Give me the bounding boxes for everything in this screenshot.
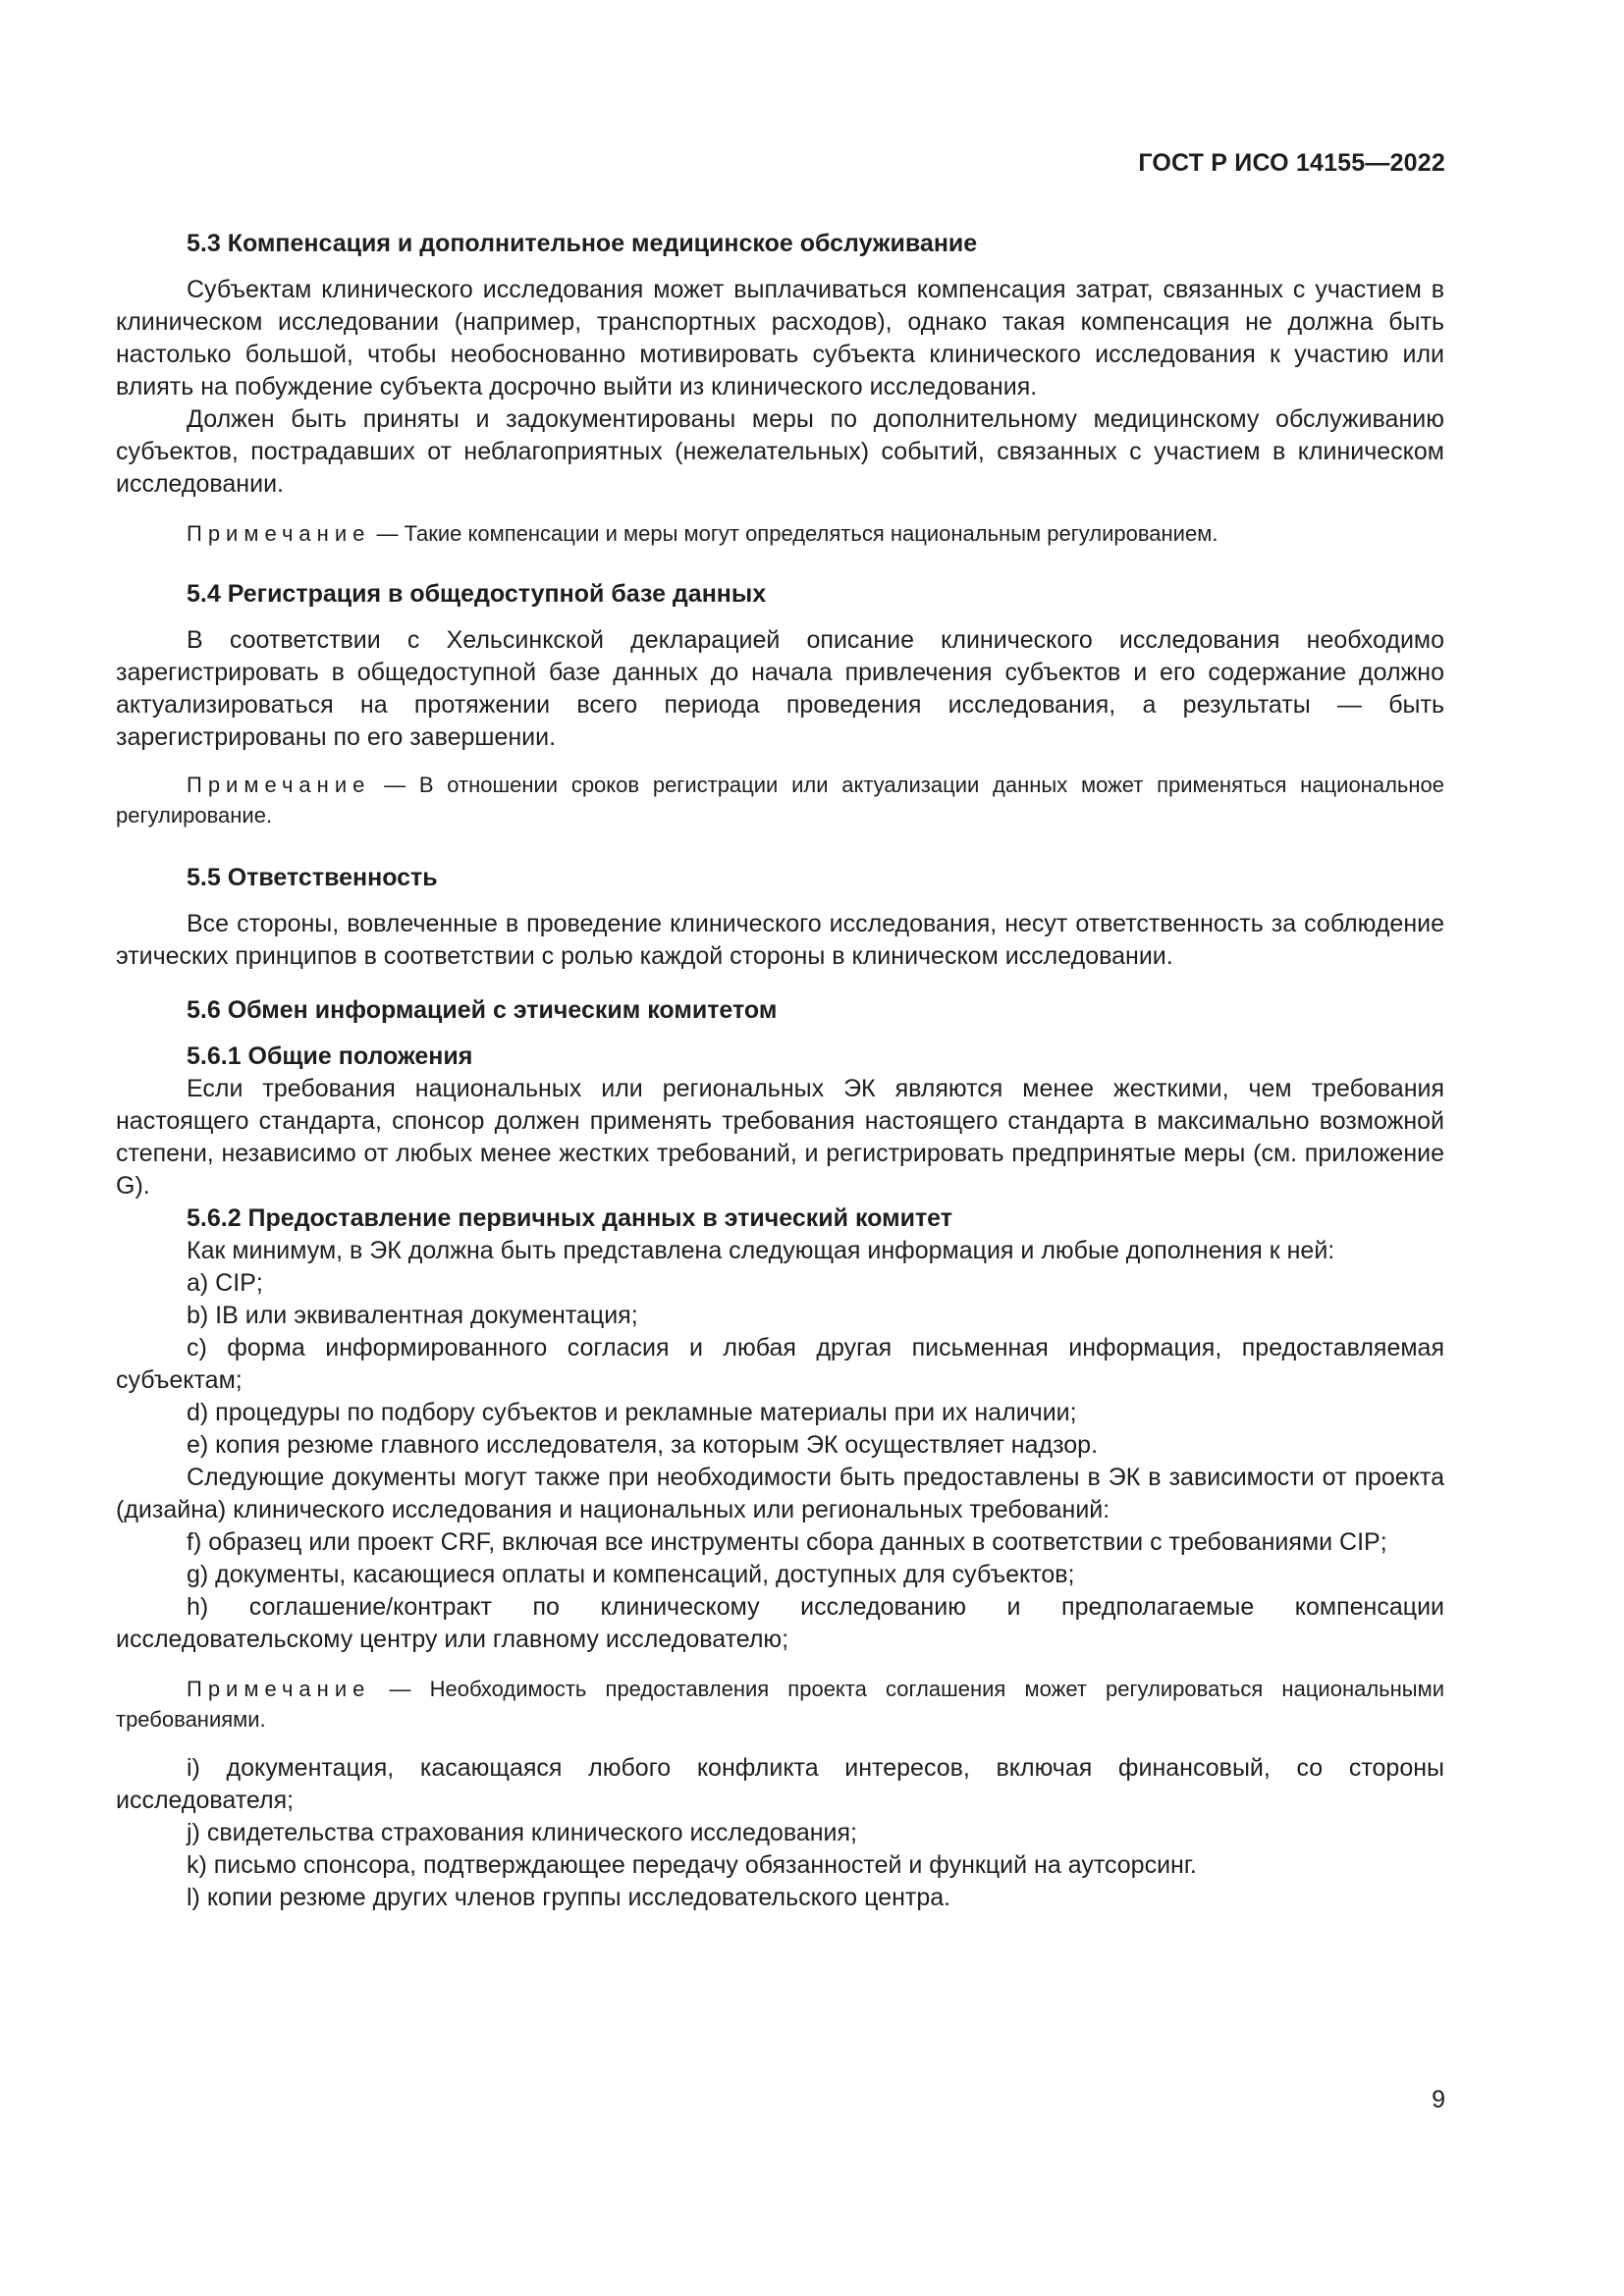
- list-item-j: j) свидетельства страхования клинического исследования;: [187, 1819, 857, 1846]
- section-5-3-title: 5.3 Компенсация и дополнительное медицинское обслуживание: [187, 230, 978, 257]
- note-text: — Такие компенсации и меры могут определяться национальным регулированием.: [370, 521, 1218, 546]
- list-item-b: b) IB или эквивалентная документация;: [187, 1302, 638, 1329]
- section-5-4-paragraph-1: В соответствии с Хельсинкской декларацией описание клинического исследования необходимо зарегистрировать в общедоступной базе данных до начала привлечения субъектов и его содержание должно актуализироваться на протяжении всего периода проведения исследования, а результаты — быть зарегистрированы по его завершении.: [116, 626, 1444, 751]
- section-5-4-title: 5.4 Регистрация в общедоступной базе данных: [187, 580, 767, 608]
- list-item-f: f) образец или проект CRF, включая все инструменты сбора данных в соответствии с требованиями CIP;: [187, 1528, 1387, 1556]
- note-label: Примечание: [187, 521, 371, 546]
- list-item-l: l) копии резюме других членов группы исследовательского центра.: [187, 1884, 951, 1911]
- note-label: Примечание: [187, 773, 371, 797]
- note-text: — Необходимость предоставления проекта соглашения может регулироваться национальными требованиями.: [116, 1677, 1444, 1732]
- note-label: Примечание: [187, 1677, 371, 1701]
- section-5-5-paragraph-1: Все стороны, вовлеченные в проведение клинического исследования, несут ответственность за соблюдение этических принципов в соответствии с ролью каждой стороны в клиническом исследовании.: [116, 910, 1444, 970]
- list-item-g: g) документы, касающиеся оплаты и компенсаций, доступных для субъектов;: [187, 1561, 1075, 1588]
- section-5-3-paragraph-1: Субъектам клинического исследования может выплачиваться компенсация затрат, связанных с участием в клиническом исследовании (например, транспортных расходов), однако такая компенсация не должна быть настолько большой, чтобы необоснованно мотивировать субъекта клинического исследования к участию или влиять на побуждение субъекта досрочно выйти из клинического исследования.: [116, 276, 1444, 400]
- list-item-k: k) письмо спонсора, подтверждающее передачу обязанностей и функций на аутсорсинг.: [187, 1851, 1197, 1879]
- section-5-6-2-note: [116, 1674, 1444, 1735]
- section-5-4-note: [116, 770, 1444, 830]
- section-5-6-2-paragraph-1: Как минимум, в ЭК должна быть представлена следующая информация и любые дополнения к ней:: [187, 1237, 1335, 1264]
- section-5-3-paragraph-2: Должен быть приняты и задокументированы меры по дополнительному медицинскому обслуживанию субъектов, пострадавших от неблагоприятных (нежелательных) событий, связанных с участием в клиническом исследовании.: [116, 405, 1444, 498]
- list-item-e: e) копия резюме главного исследователя, за которым ЭК осуществляет надзор.: [187, 1431, 1099, 1459]
- section-5-5-title: 5.5 Ответственность: [187, 864, 438, 891]
- section-5-6-2-paragraph-2: Следующие документы могут также при необходимости быть предоставлены в ЭК в зависимости от проекта (дизайна) клинического исследования и национальных или региональных требований:: [116, 1464, 1444, 1523]
- list-item-h: h) соглашение/контракт по клиническому исследованию и предполагаемые компенсации исследовательскому центру или главному исследователю;: [116, 1593, 1444, 1653]
- page-content: [116, 228, 1444, 1914]
- section-5-6-1-title: 5.6.1 Общие положения: [187, 1042, 473, 1070]
- section-5-3-note: [116, 518, 1444, 549]
- list-item-c: c) форма информированного согласия и любая другая письменная информация, предоставляемая субъектам;: [116, 1334, 1444, 1394]
- section-5-6-title: 5.6 Обмен информацией с этическим комитетом: [187, 996, 778, 1024]
- section-5-6-1-paragraph: Если требования национальных или региональных ЭК являются менее жесткими, чем требования настоящего стандарта, спонсор должен применять требования настоящего стандарта в максимально возможной степени, независимо от любых менее жестких требований, и регистрировать предпринятые меры (см. приложение G).: [116, 1075, 1444, 1200]
- section-5-6-2-title: 5.6.2 Предоставление первичных данных в этический комитет: [187, 1204, 953, 1232]
- list-item-i: i) документация, касающаяся любого конфликта интересов, включая финансовый, со стороны исследователя;: [116, 1754, 1444, 1814]
- list-item-d: d) процедуры по подбору субъектов и рекламные материалы при их наличии;: [187, 1399, 1077, 1426]
- note-text: — В отношении сроков регистрации или актуализации данных может применяться национальное регулирование.: [116, 773, 1444, 828]
- list-item-a: a) CIP;: [187, 1269, 263, 1297]
- document-header: ГОСТ Р ИСО 14155—2022: [1138, 149, 1445, 177]
- page-number: 9: [1432, 2086, 1445, 2113]
